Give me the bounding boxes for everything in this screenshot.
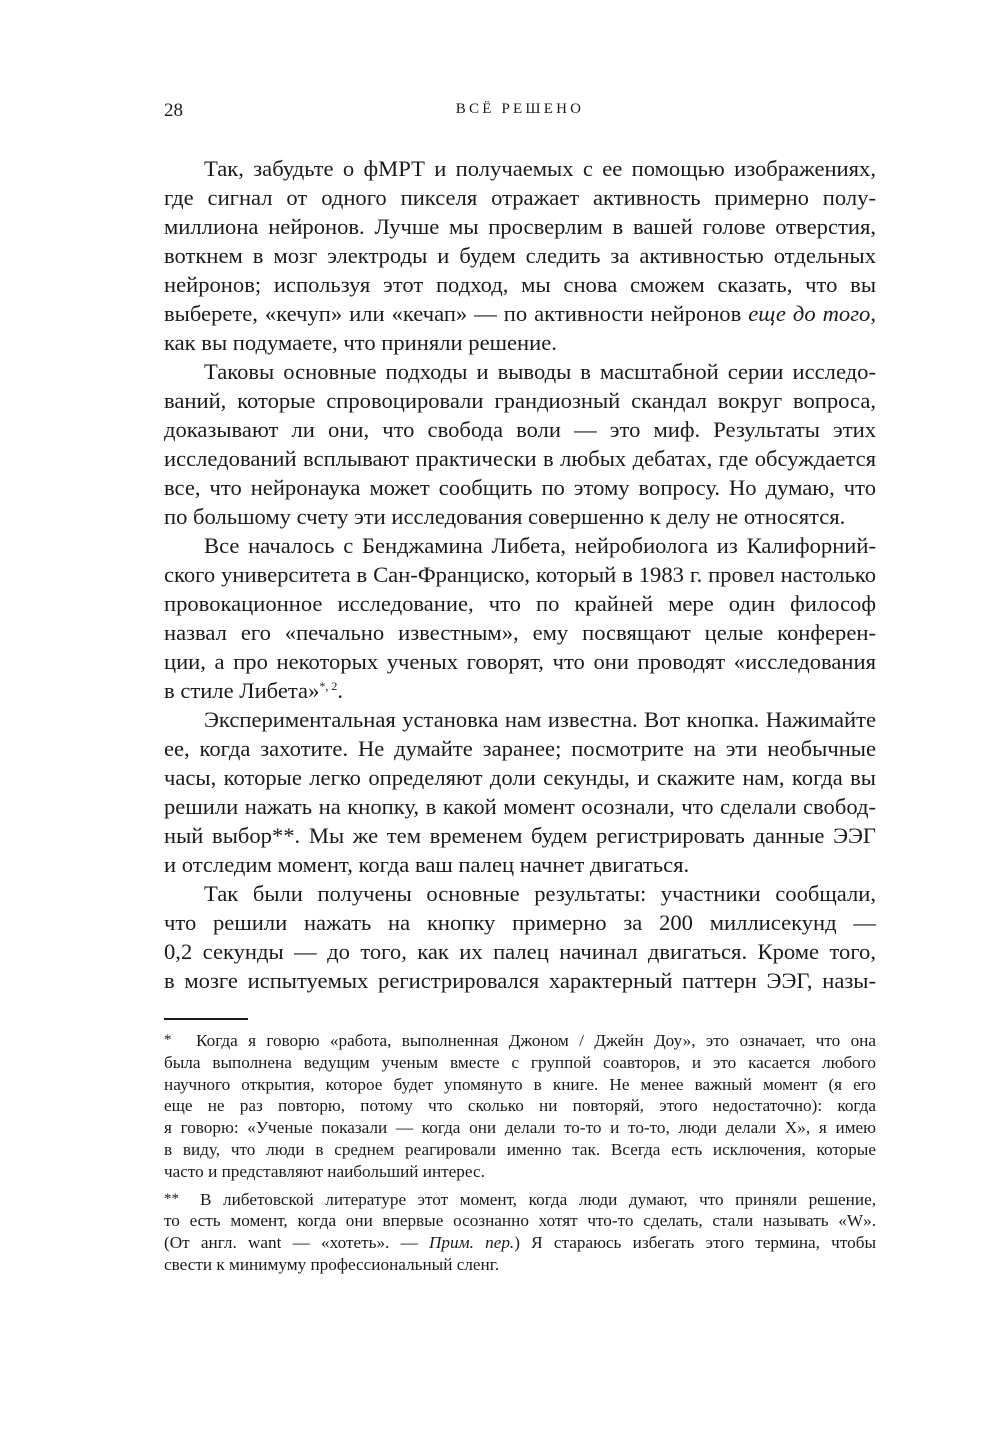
text-line: часто и представляют наибольший интерес. bbox=[164, 1161, 485, 1181]
footnote-2 bbox=[164, 1189, 876, 1276]
punctuation: . bbox=[337, 678, 344, 703]
text-line: как вы подумаете, что приняли решение. bbox=[164, 330, 557, 355]
text-line: воткнем в мозг электроды и будем следить за активностью отдельных bbox=[164, 243, 876, 268]
paragraph-4 bbox=[164, 705, 876, 879]
text-line: что решили нажать на кнопку примерно за 200 миллисекунд — bbox=[164, 910, 876, 935]
body-text bbox=[164, 154, 876, 995]
text-line: доказывают ли они, что свобода воли — это миф. Результаты этих bbox=[164, 417, 876, 442]
italic-emphasis: Прим. пер. bbox=[429, 1233, 515, 1253]
text-line: и отследим момент, когда ваш палец начнет двигаться. bbox=[164, 852, 690, 877]
text-line: все, что нейронаука может сообщить по этому вопросу. Но думаю, что bbox=[164, 475, 876, 500]
text-line: еще не раз повторю, потому что сколько ни повторяй, этого недостаточно): когда bbox=[164, 1096, 876, 1116]
text-line: Экспериментальная установка нам известна. Вот кнопка. Нажимайте bbox=[204, 707, 876, 732]
text-line: то есть момент, когда они впервые осознанно хотят что-то сделать, стали называть «W». bbox=[164, 1211, 876, 1231]
text-line bbox=[164, 1030, 876, 1052]
text-line: провокационное исследование, что по крайней мере один философ bbox=[164, 591, 876, 616]
text-line: 0,2 секунды — до того, как их палец начинал двигаться. Кроме того, bbox=[164, 939, 876, 964]
paragraph-1 bbox=[164, 154, 876, 357]
text-fragment: в стиле Либета» bbox=[164, 678, 320, 703]
italic-emphasis: еще до того bbox=[748, 301, 871, 326]
text-line: Таковы основные подходы и выводы в масштабной серии исследо- bbox=[204, 359, 876, 384]
footnote-mark: * bbox=[164, 1032, 172, 1048]
text-line: научного открытия, которое будет упомянуто в книге. Не менее важный момент (я его bbox=[164, 1074, 876, 1094]
text-line bbox=[164, 1189, 876, 1211]
text-line: ского университета в Сан-Франциско, который в 1983 г. провел настолько bbox=[164, 562, 876, 587]
text-line: Так, забудьте о фМРТ и получаемых с ее помощью изображениях, bbox=[204, 156, 876, 181]
footnote-divider bbox=[164, 1018, 248, 1020]
text-line: по большому счету эти исследования совершенно к делу не относятся. bbox=[164, 504, 846, 529]
text-line: ваний, которые спровоцировали грандиозный скандал вокруг вопроса, bbox=[164, 388, 876, 413]
footnote-reference[interactable]: *, 2 bbox=[319, 679, 338, 693]
text-fragment: (От англ. want — «хотеть». — bbox=[164, 1233, 429, 1253]
text-line: ее, когда захотите. Не думайте заранее; посмотрите на эти необычные bbox=[164, 736, 876, 761]
punctuation: , bbox=[870, 301, 876, 326]
footnote-1 bbox=[164, 1030, 876, 1183]
paragraph-2 bbox=[164, 357, 876, 531]
text-line bbox=[164, 1232, 876, 1254]
text-line: исследований всплывают практически в любых дебатах, где обсуждается bbox=[164, 446, 876, 471]
text-line: в мозге испытуемых регистрировался характерный паттерн ЭЭГ, назы- bbox=[164, 968, 876, 993]
text-line: назвал его «печально известным», ему посвящают целые конферен- bbox=[164, 620, 876, 645]
text-line: Так были получены основные результаты: участники сообщали, bbox=[204, 881, 876, 906]
text-line: ции, а про некоторых ученых говорят, что они проводят «исследования bbox=[164, 649, 876, 674]
text-fragment: ) Я стараюсь избегать этого термина, чтобы bbox=[514, 1233, 876, 1253]
footnotes bbox=[164, 1030, 876, 1282]
text-line: в виду, что люди в среднем реагировали именно так. Всегда есть исключения, которые bbox=[164, 1139, 876, 1159]
text-fragment: Когда я говорю «работа, выполненная Джоном / Джейн Доу», это означает, что она bbox=[196, 1031, 876, 1050]
running-title: ВСЁ РЕШЕНО bbox=[455, 101, 585, 117]
page-number: 28 bbox=[164, 100, 183, 121]
text-line: нейронов; используя этот подход, мы снова сможем сказать, что вы bbox=[164, 272, 876, 297]
paragraph-3 bbox=[164, 531, 876, 705]
text-line: Все началось с Бенджамина Либета, нейробиолога из Калифорний- bbox=[204, 533, 876, 558]
text-line: я говорю: «Ученые показали — когда они делали то-то и то-то, люди делали X», я имею bbox=[164, 1118, 876, 1138]
text-line: решили нажать на кнопку, в какой момент осознали, что сделали свобод- bbox=[164, 794, 876, 819]
running-head bbox=[164, 100, 876, 126]
paragraph-5 bbox=[164, 879, 876, 995]
text-line: была выполнена ведущим ученым вместе с группой соавторов, и это касается любого bbox=[164, 1052, 876, 1072]
text-line bbox=[164, 676, 876, 705]
text-line: миллиона нейронов. Лучше мы просверлим в вашей голове отверстия, bbox=[164, 214, 876, 239]
text-line: часы, которые легко определяют доли секунды, и скажите нам, когда вы bbox=[164, 765, 876, 790]
footnote-mark: ** bbox=[164, 1190, 179, 1207]
text-line bbox=[164, 299, 876, 328]
text-line: ный выбор**. Мы же тем временем будем регистрировать данные ЭЭГ bbox=[164, 823, 876, 848]
text-fragment: выберете, «кечуп» или «кечап» — по активности нейронов bbox=[164, 301, 749, 326]
text-line: где сигнал от одного пикселя отражает активность примерно полу- bbox=[164, 185, 876, 210]
text-line: свести к минимуму профессиональный сленг. bbox=[164, 1254, 500, 1274]
text-fragment: В либетовской литературе этот момент, когда люди думают, что приняли решение, bbox=[200, 1189, 876, 1209]
